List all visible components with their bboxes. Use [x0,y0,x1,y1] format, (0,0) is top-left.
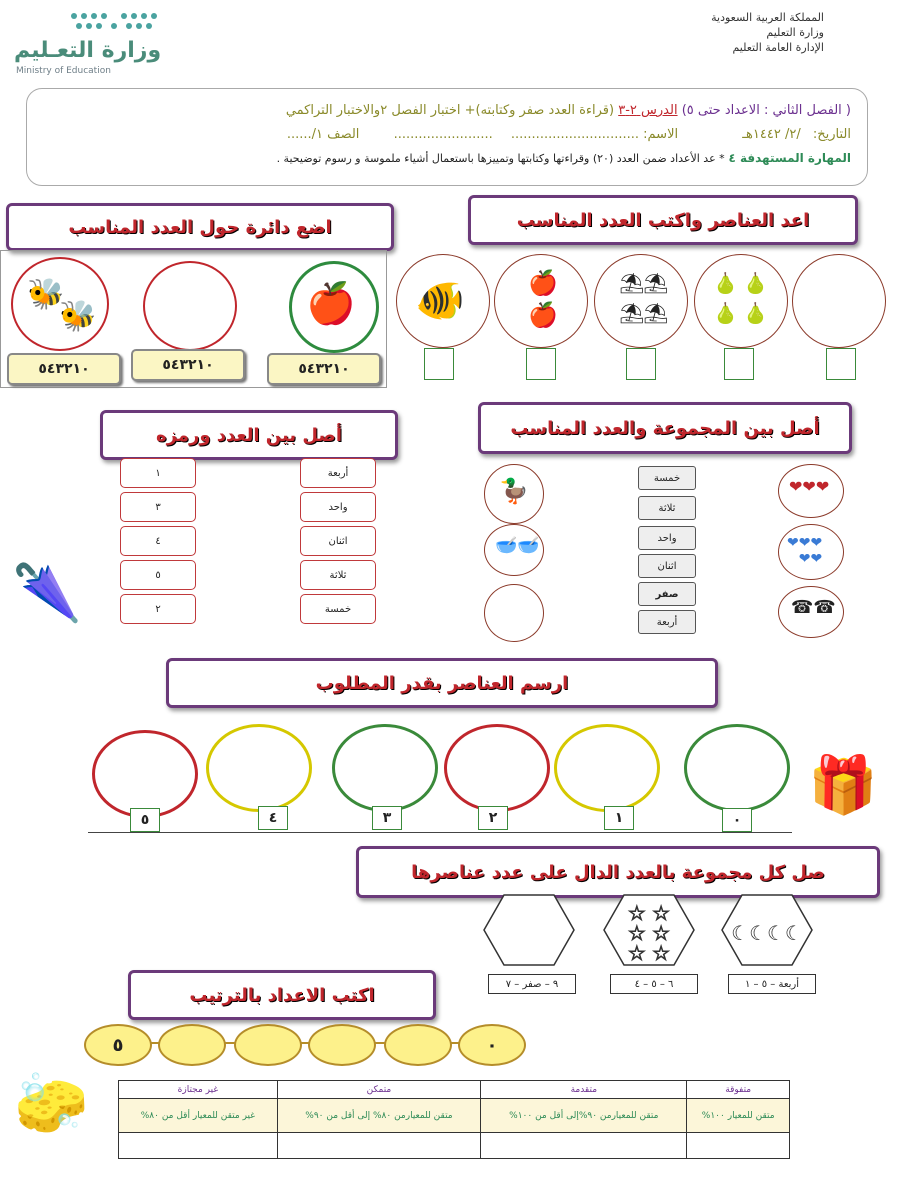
rubric-desc: غير متقن للمعيار أقل من ٨٠% [119,1099,278,1133]
word-box[interactable]: اثنان [638,554,696,578]
skill-label: المهارة المستهدفة ٤ [728,151,851,165]
rubric-header: متفوقة [687,1081,790,1099]
hex-label[interactable]: ٩ – صفر – ٧ [488,974,576,994]
ministry-line-1: المملكة العربية السعودية [711,11,824,24]
word-box[interactable]: صفر [638,582,696,606]
lesson-info-box [26,88,868,186]
word-box[interactable]: خمسة [300,594,376,624]
section-title-match-symbol: أصل بين العدد ورمزه [100,410,398,460]
logo-english: Ministry of Education [16,66,111,76]
draw-number: ٤ [258,806,288,830]
bees-circle [11,257,109,351]
date-label: التاريخ: [812,127,851,142]
word-box[interactable]: ثلاثة [638,496,696,520]
empty-count-circle [792,254,886,348]
draw-number: ٥ [130,808,160,832]
rubric-header: متقدمة [481,1081,687,1099]
answer-box[interactable] [724,348,754,380]
draw-number: ١ [604,806,634,830]
rubric-desc: متقن للمعيارمن ٨٠% إلى أقل من ٩٠% [277,1099,481,1133]
word-box[interactable]: أربعة [638,610,696,634]
extra-field[interactable]: ........................ [393,127,493,142]
star-icon: ☆ ☆ [627,941,671,965]
logo-arabic: وزارة التعـليم [14,38,162,63]
lesson-topic: (قراءة العدد صفر وكتابته)+ اختبار الفصل ٢والاختبار التراكمي [285,103,615,118]
rubric-empty-row [119,1133,790,1159]
moon-icon: ☾☾☾☾ [731,921,803,945]
star-icon: ☆ ☆ [627,921,671,945]
rubric-desc-row [119,1099,790,1133]
apple-icon: 🍎 [528,301,558,329]
duck-circle [484,464,544,524]
lesson-number: الدرس ٢-٣ [618,103,678,118]
grade-label: الصف ١/...... [286,127,360,142]
two-apples-circle [494,254,588,348]
apple-circle [289,261,379,353]
duck-icon: 🦆 [499,477,529,505]
umbrella-icon: ⛱ [643,301,669,325]
word-box[interactable]: خمسة [638,466,696,490]
section-title-match-group: أصل بين المجموعة والعدد المناسب [478,402,852,454]
rubric-desc: متقن للمعيار ١٠٠% [687,1099,790,1133]
bee-icon: 🐝 [59,299,97,334]
answer-box[interactable] [526,348,556,380]
word-box[interactable]: اثنان [300,526,376,556]
bowl-icon: 🥣🥣 [495,535,540,556]
order-oval[interactable] [384,1024,452,1066]
rubric-cell[interactable] [277,1133,481,1159]
baseline-divider [88,832,792,833]
name-field[interactable]: ............................... [510,127,639,142]
minnie-gift-icon: 🎁 [808,753,878,818]
umbrella-icon: ⛱ [643,271,669,295]
empty-group-circle [484,584,544,642]
umbrella-icon: ⛱ [619,271,645,295]
order-oval-first[interactable]: ٠ [458,1024,526,1066]
fish-circle [396,254,490,348]
chapter-text: ( الفصل الثاني : الاعداد حتى ٥) [681,103,851,118]
number-box[interactable]: ٥ [120,560,196,590]
section-title-connect-group: صل كل مجموعة بالعدد الدال على عدد عناصرها [356,846,880,898]
draw-number: ٠ [722,808,752,832]
number-strip[interactable]: ٥٤٣٢١٠ [7,353,121,385]
ministry-logo [14,8,174,78]
number-box[interactable]: ٢ [120,594,196,624]
rubric-cell[interactable] [687,1133,790,1159]
hexagons-group [478,890,828,970]
word-box[interactable]: ثلاثة [300,560,376,590]
ministry-line-2: وزارة التعليم [766,26,824,39]
apple-icon: 🍎 [306,281,356,327]
pear-icon: 🍐 [713,301,738,325]
spongebob-icon: 🧽 [14,1069,89,1139]
rubric-cell[interactable] [119,1133,278,1159]
empty-hexagon [484,895,574,965]
number-box[interactable]: ٤ [120,526,196,556]
fish-icon: 🐠 [415,278,465,324]
date-value: /٢/ ١٤٤٢هـ [742,127,801,142]
draw-oval[interactable] [444,724,550,812]
draw-oval[interactable] [554,724,660,812]
rubric-desc: متقن للمعيارمن ٩٠%إلى أقل من ١٠٠% [481,1099,687,1133]
phones-circle [778,586,844,638]
hearts-circle [778,464,844,518]
draw-oval[interactable] [92,730,198,818]
skill-text: * عد الأعداد ضمن العدد (٢٠) وقراءتها وكتابتها وتمييزها باستعمال أشياء ملموسة و رسوم توضيحية . [276,152,725,165]
rubric-cell[interactable] [481,1133,687,1159]
star-icon: ☆ ☆ [627,901,671,925]
order-oval[interactable] [308,1024,376,1066]
apple-icon: 🍎 [528,269,558,297]
number-box[interactable]: ١ [120,458,196,488]
number-box[interactable]: ٣ [120,492,196,522]
section-title-write-order: اكتب الاعداد بالترتيب [128,970,436,1020]
blue-hearts-circle [778,524,844,580]
phone-icon: ☎☎ [791,597,836,618]
bee-icon: 🐝 [27,277,65,312]
rubric-header: متمكن [277,1081,481,1099]
word-box[interactable]: واحد [638,526,696,550]
umbrella-icon: ⛱ [619,301,645,325]
draw-oval[interactable] [206,724,312,812]
empty-circle [143,261,237,351]
number-strip[interactable]: ٥٤٣٢١٠ [267,353,381,385]
order-oval-last[interactable]: ٥ [84,1024,152,1066]
number-strip[interactable]: ٥٤٣٢١٠ [131,349,245,381]
hex-label[interactable]: ٦ – ٥ – ٤ [610,974,698,994]
rubric-header: غير مجتازة [119,1081,278,1099]
umbrellas-circle [594,254,688,348]
order-oval[interactable] [158,1024,226,1066]
word-box[interactable]: واحد [300,492,376,522]
logo-dots-icon [64,8,174,38]
rubric-header-row [119,1081,790,1099]
draw-oval[interactable] [332,724,438,812]
section-title-draw-items: ارسم العناصر بقدر المطلوب [166,658,718,708]
rubric-table [118,1080,790,1159]
name-label: الاسم: [643,127,679,142]
ministry-line-3: الإدارة العامة التعليم [732,41,824,54]
pear-icon: 🍐 [743,301,768,325]
bowls-circle [484,524,544,576]
mickey-umbrella-icon: 🌂 [12,561,82,626]
order-oval[interactable] [234,1024,302,1066]
heart-icon: ❤❤❤ ❤❤ [787,535,823,567]
date-name-line [287,127,851,142]
answer-box[interactable] [424,348,454,380]
circle-number-exercise [0,250,387,388]
answer-box[interactable] [826,348,856,380]
draw-oval[interactable] [684,724,790,812]
section-title-circle-number: اضع دائرة حول العدد المناسب [6,203,394,251]
draw-number: ٣ [372,806,402,830]
lesson-title-line [286,103,851,118]
skill-line [277,151,851,165]
pears-circle [694,254,788,348]
section-title-count-write: اعد العناصر واكتب العدد المناسب [468,195,858,245]
ministry-header [664,10,824,55]
draw-number: ٢ [478,806,508,830]
word-box[interactable]: أربعة [300,458,376,488]
answer-box[interactable] [626,348,656,380]
hex-label[interactable]: أربعة – ٥ – ١ [728,974,816,994]
pear-icon: 🍐 [743,271,768,295]
heart-icon: ❤❤❤ [789,477,830,496]
pear-icon: 🍐 [713,271,738,295]
